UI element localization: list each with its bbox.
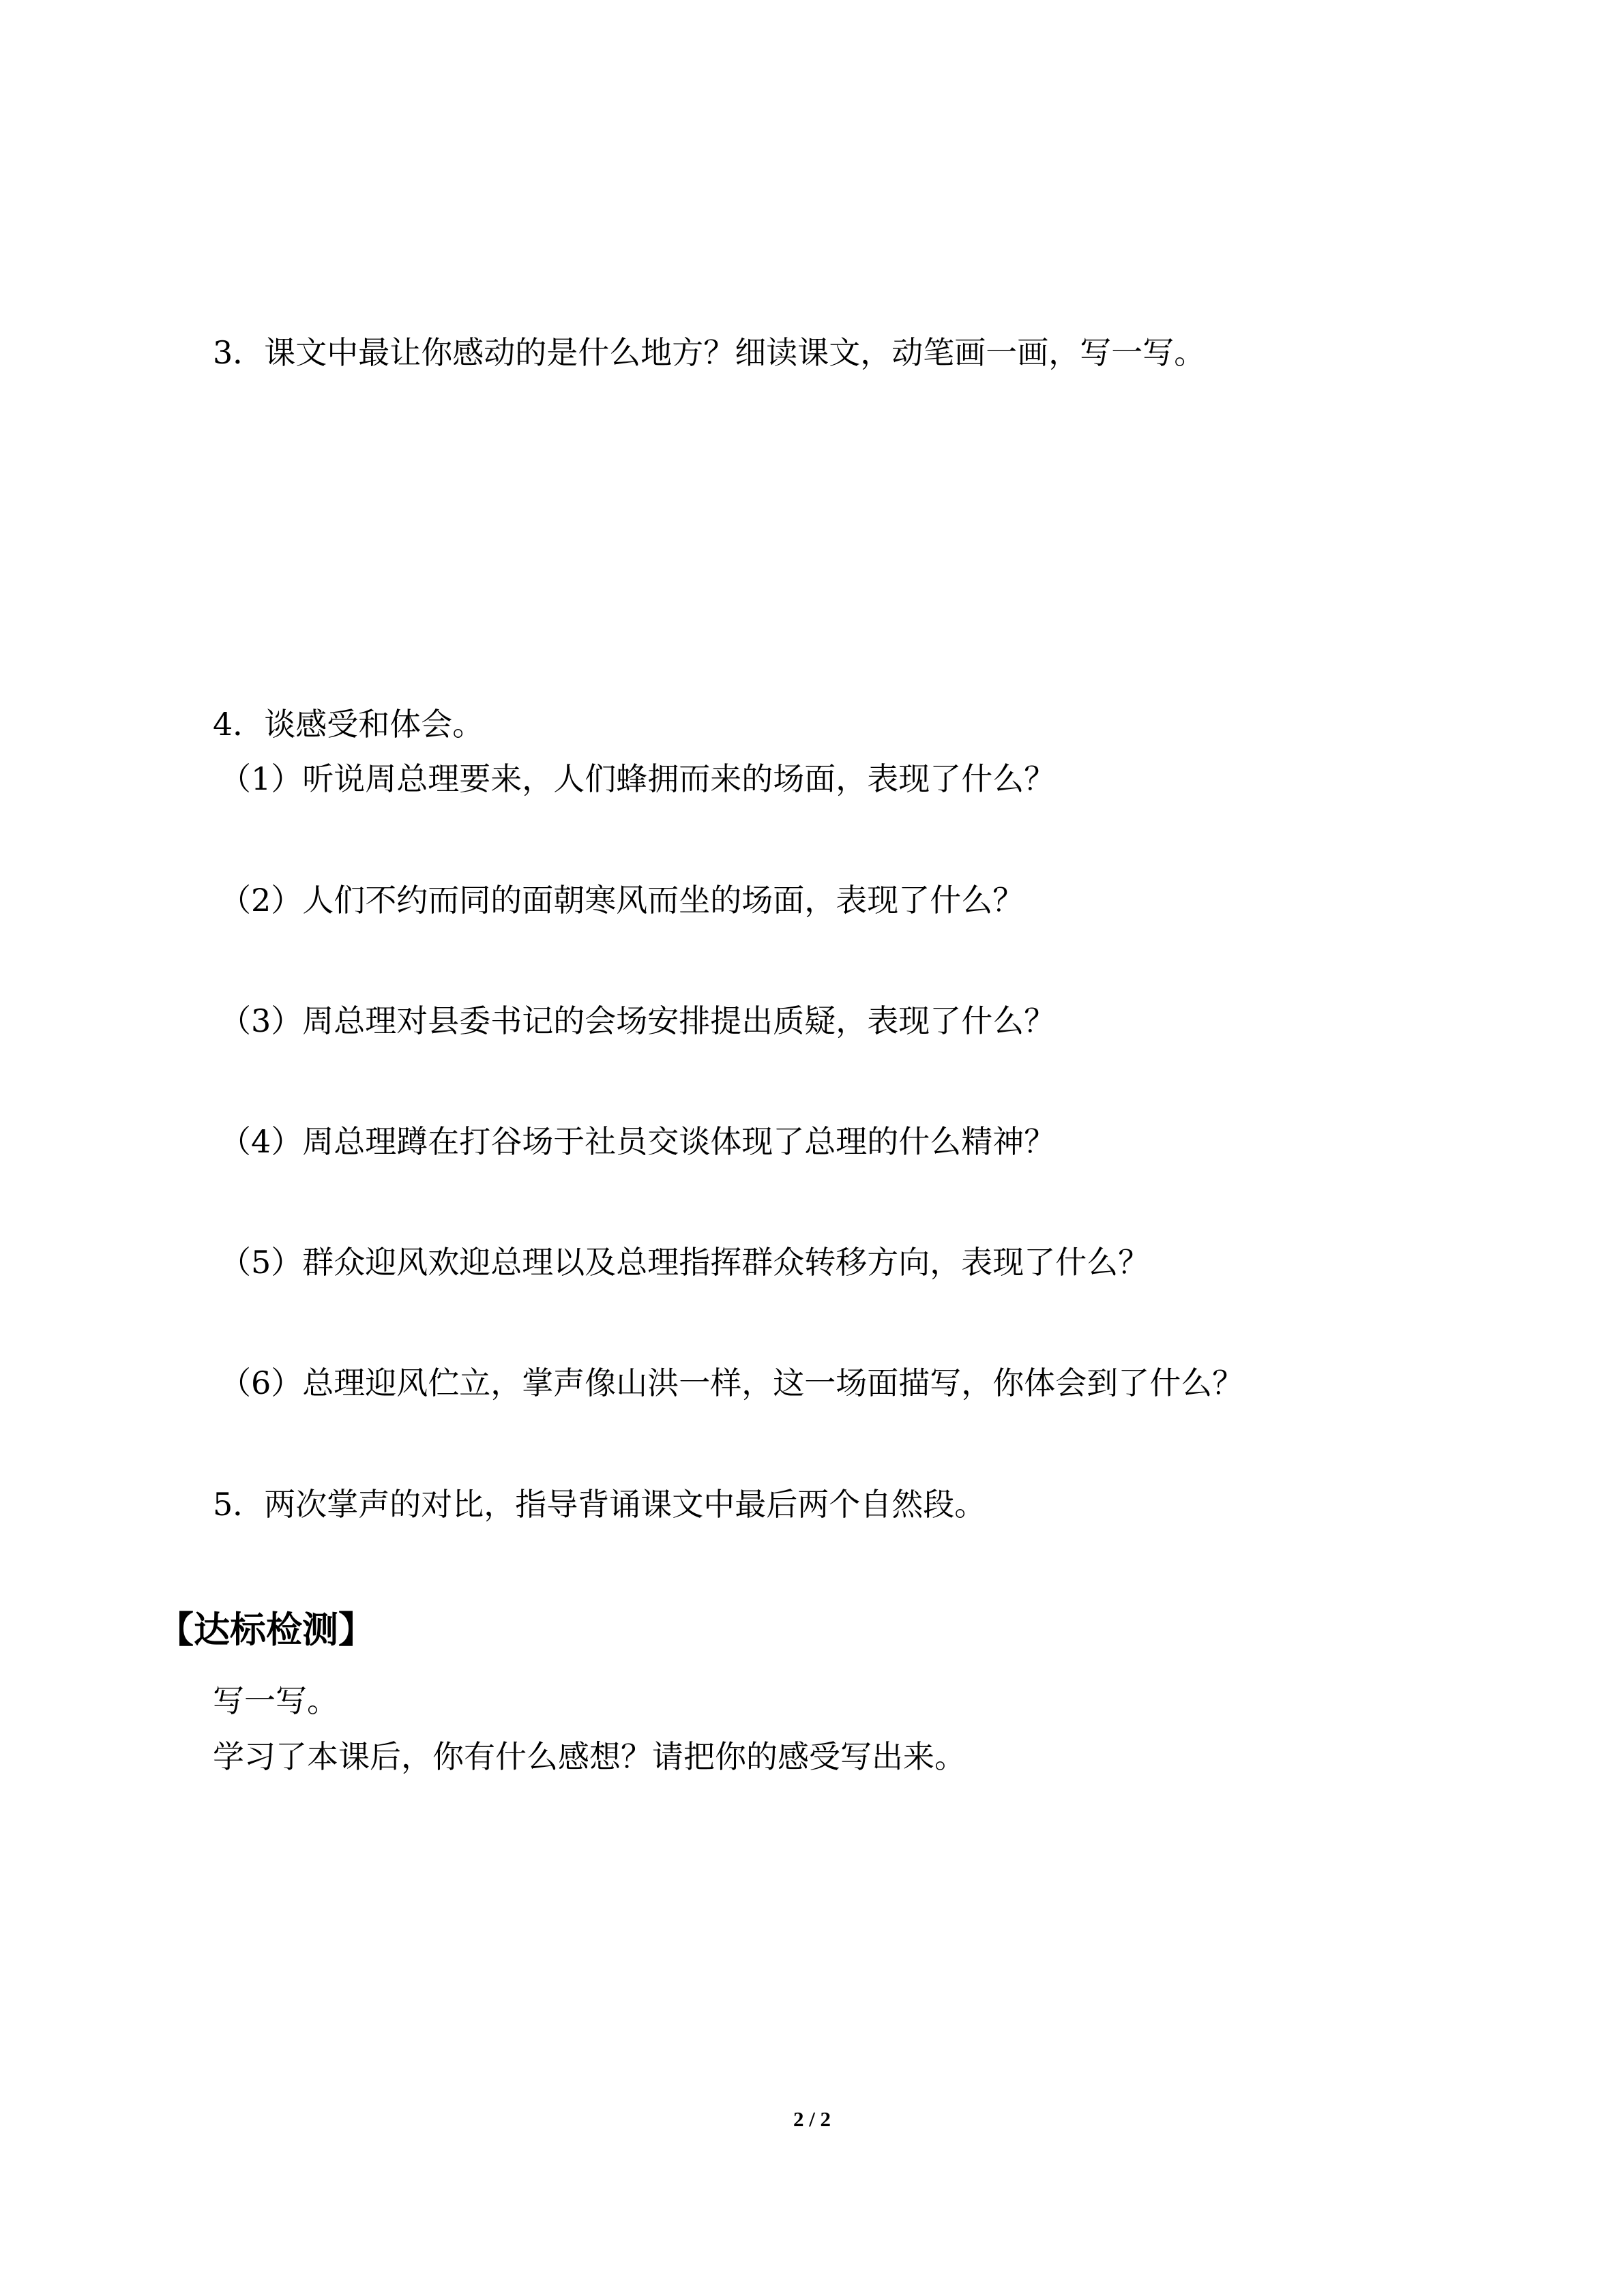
- question-4-sub-5: （5）群众迎风欢迎总理以及总理指挥群众转移方向，表现了什么？: [220, 1244, 1150, 1281]
- question-4-sub-2: （2）人们不约而同的面朝寒风而坐的场面，表现了什么？: [220, 882, 1024, 919]
- section-heading-test: 【达标检测】: [158, 1609, 374, 1651]
- test-task-text: 学习了本课后，你有什么感想？请把你的感受写出来。: [213, 1738, 966, 1775]
- test-task-title: 写一写。: [213, 1682, 338, 1719]
- question-4-sub-1: （1）听说周总理要来，人们蜂拥而来的场面，表现了什么？: [220, 760, 1056, 797]
- question-5: 5．两次掌声的对比，指导背诵课文中最后两个自然段。: [213, 1486, 986, 1523]
- question-4-title: 4．谈感受和体会。: [213, 706, 484, 743]
- question-3: 3．课文中最让你感动的是什么地方？细读课文，动笔画一画，写一写。: [213, 334, 1206, 371]
- question-4-sub-6: （6）总理迎风伫立，掌声像山洪一样，这一场面描写，你体会到了什么？: [220, 1365, 1244, 1401]
- question-4-sub-4: （4）周总理蹲在打谷场于社员交谈体现了总理的什么精神？: [220, 1123, 1056, 1160]
- page-number: 2 / 2: [793, 2107, 831, 2131]
- question-4-sub-3: （3）周总理对县委书记的会场安排提出质疑，表现了什么？: [220, 1002, 1056, 1039]
